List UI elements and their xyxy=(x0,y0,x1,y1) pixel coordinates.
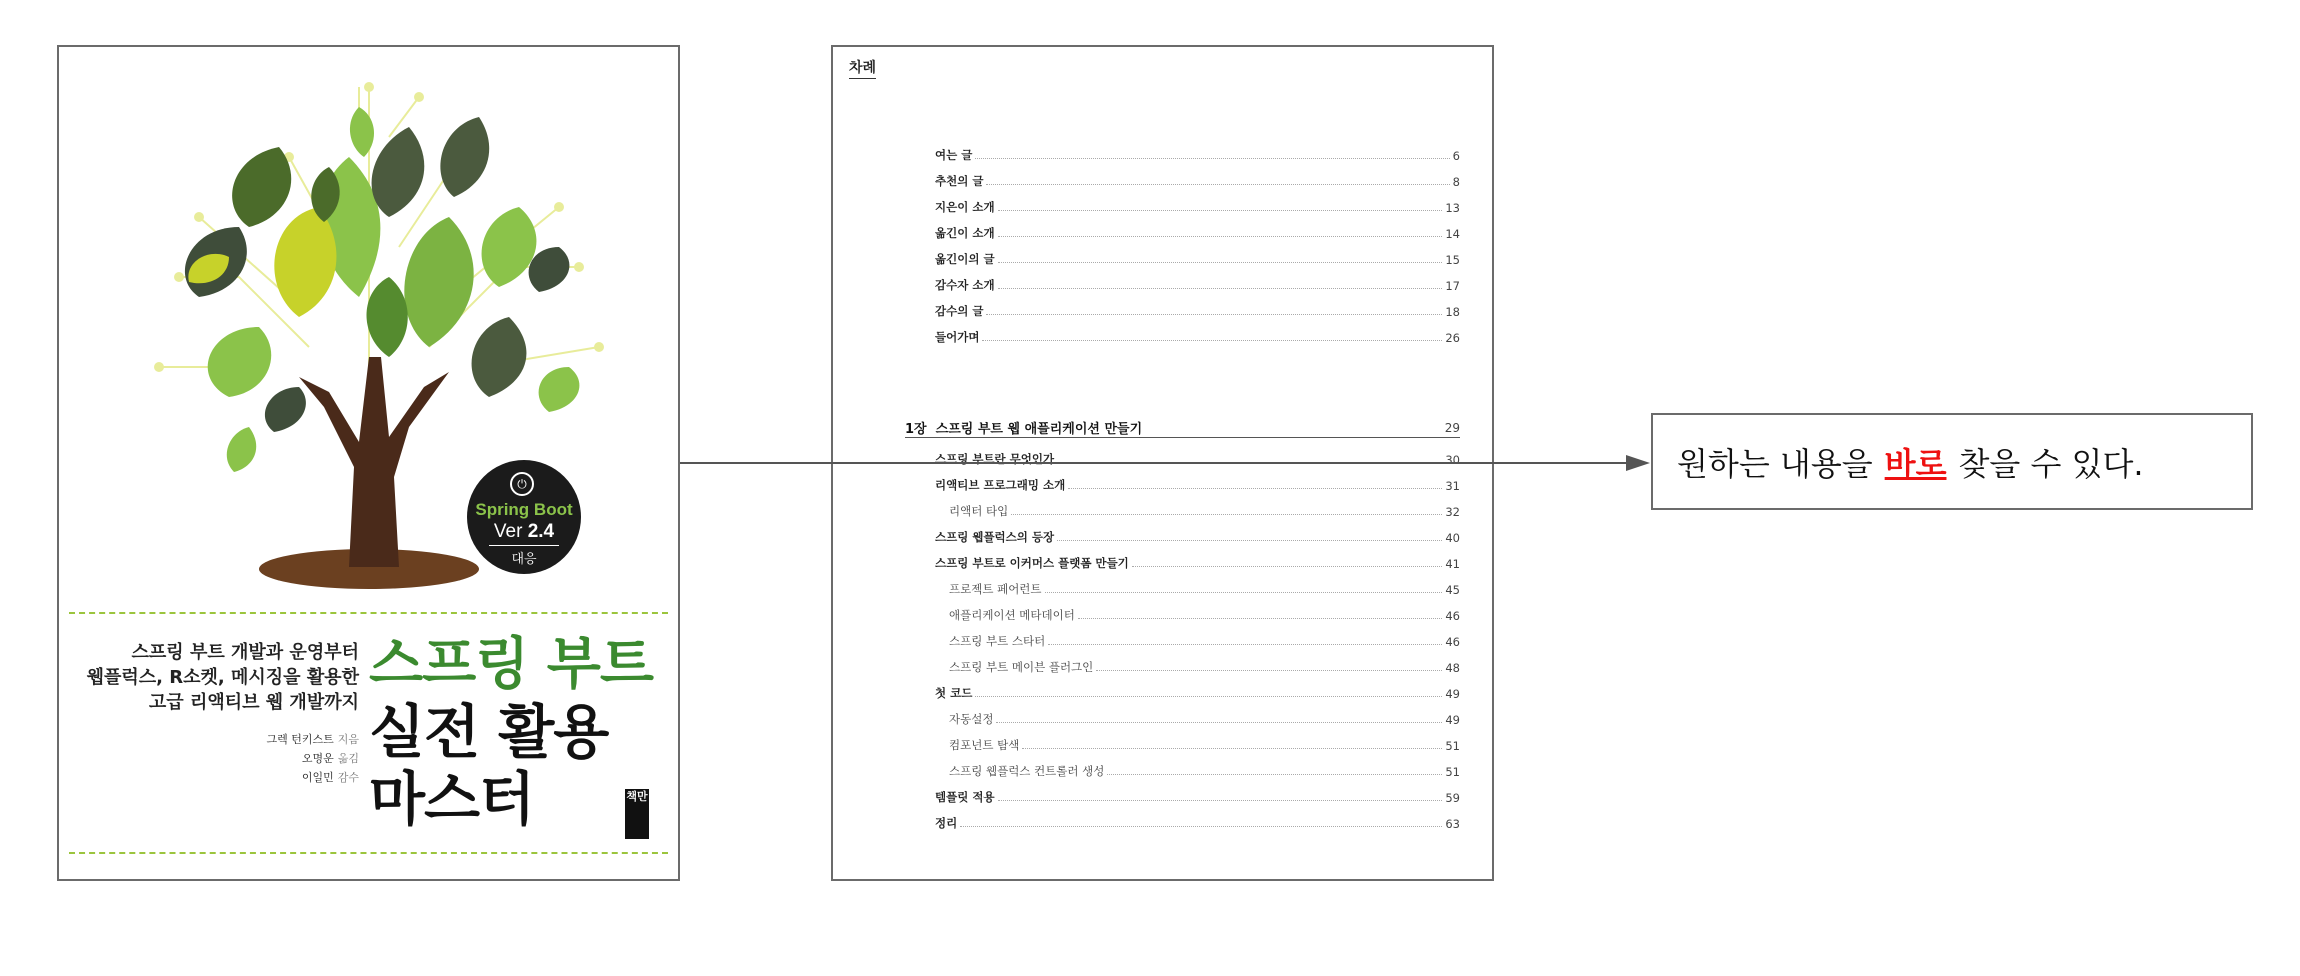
toc-entry-page: 17 xyxy=(1445,279,1460,293)
toc-entry-page: 46 xyxy=(1445,635,1460,649)
toc-entry xyxy=(949,761,1460,779)
toc-entry-label: 프로젝트 페어런트 xyxy=(949,582,1042,596)
toc-entry-label: 컴포넌트 탐색 xyxy=(949,738,1020,752)
toc-entry-page: 51 xyxy=(1445,765,1460,779)
cover-title-line: 스프링 부트 xyxy=(369,632,653,697)
toc-entry-page: 51 xyxy=(1445,739,1460,753)
author-name: 그렉 턴키스트 xyxy=(266,733,334,746)
toc-entry-page: 8 xyxy=(1452,175,1460,189)
toc-entry-label: 감수의 글 xyxy=(935,304,984,318)
cover-subtitle: 스프링 부트 개발과 운영부터 웹플럭스, R소켓, 메시징을 활용한 고급 리액티브 웹 개발까지 xyxy=(86,642,359,713)
toc-entry-page: 13 xyxy=(1445,201,1460,215)
toc-entry-page: 49 xyxy=(1445,713,1460,727)
toc-entry-label: 들어가며 xyxy=(935,330,980,344)
toc-entry-label: 지은이 소개 xyxy=(935,200,995,214)
toc-entry-label: 스프링 부트란 무엇인가 xyxy=(935,452,1055,466)
toc-entry-label: 옮긴이 소개 xyxy=(935,226,995,240)
toc-entry-page: 30 xyxy=(1445,453,1460,467)
toc-entry xyxy=(949,579,1460,597)
toc-entry-page: 32 xyxy=(1445,505,1460,519)
publisher-logo: 책만 xyxy=(625,789,649,839)
toc-entry-label: 리액티브 프로그래밍 소개 xyxy=(935,478,1066,492)
toc-entry-page: 6 xyxy=(1452,149,1460,163)
toc-entry xyxy=(935,813,1460,831)
toc-entry-page: 18 xyxy=(1445,305,1460,319)
toc-entry xyxy=(935,527,1460,545)
badge-version: Ver 2.4 xyxy=(493,521,555,542)
toc-entry xyxy=(935,475,1460,493)
toc-entry xyxy=(949,657,1460,675)
toc-entry-label: 스프링 부트 스타터 xyxy=(949,634,1046,648)
cover-title-line: 실전 활용 xyxy=(369,698,609,766)
toc-entry xyxy=(935,223,1460,241)
toc-entry-page: 59 xyxy=(1445,791,1460,805)
toc-entry-label: 옮긴이의 글 xyxy=(935,252,995,266)
toc-entry xyxy=(935,327,1460,345)
toc-entry-page: 45 xyxy=(1445,583,1460,597)
toc-entry-page: 49 xyxy=(1445,687,1460,701)
toc-entry-page: 31 xyxy=(1445,479,1460,493)
spring-boot-version-badge xyxy=(467,460,581,574)
reviewer-name: 이일민 xyxy=(301,771,334,784)
toc-entry-label: 정리 xyxy=(935,816,958,830)
toc-entry-label: 스프링 웹플럭스 컨트롤러 생성 xyxy=(949,764,1105,778)
toc-entry-label: 스프링 부트 메이븐 플러그인 xyxy=(949,660,1094,674)
dashed-divider-bottom xyxy=(69,852,668,854)
toc-entry-label: 애플리케이션 메타데이터 xyxy=(949,608,1075,622)
cover-authors: 그렉 턴키스트 지음 오명운 옮김 이일민 감수 xyxy=(266,733,359,784)
toc-entry xyxy=(949,735,1460,753)
toc-entry-page: 14 xyxy=(1445,227,1460,241)
toc-chapter-heading: 1장 스프링 부트 웹 애플리케이션 만들기 29 xyxy=(905,415,1460,438)
toc-entry xyxy=(949,631,1460,649)
toc-entry-label: 자동설정 xyxy=(949,712,994,726)
tree-illustration xyxy=(59,47,680,607)
badge-support: 대응 xyxy=(511,552,537,567)
toc-entry-label: 여는 글 xyxy=(935,148,973,162)
toc-entry-label: 스프링 부트로 이커머스 플랫폼 만들기 xyxy=(935,556,1129,570)
toc-entry-page: 26 xyxy=(1445,331,1460,345)
toc-entry-page: 63 xyxy=(1445,817,1460,831)
toc-entry xyxy=(949,501,1460,519)
toc-entry xyxy=(935,553,1460,571)
toc-entry-page: 41 xyxy=(1445,557,1460,571)
toc-entry-page: 48 xyxy=(1445,661,1460,675)
toc-entry xyxy=(935,197,1460,215)
toc-entry xyxy=(935,145,1460,163)
translator-name: 오명운 xyxy=(301,752,334,765)
toc-entry-page: 15 xyxy=(1445,253,1460,267)
toc-heading: 차례 xyxy=(849,57,876,79)
toc-entry-label: 스프링 웹플럭스의 등장 xyxy=(935,530,1055,544)
dashed-divider-top xyxy=(69,612,668,614)
toc-entry-label: 템플릿 적용 xyxy=(935,790,995,804)
power-icon: ⏻ xyxy=(510,472,534,496)
toc-entry xyxy=(935,249,1460,267)
toc-entry-label: 리액터 타입 xyxy=(949,504,1009,518)
callout-text-after: 찾을 수 있다. xyxy=(1958,444,2144,483)
toc-entry xyxy=(949,709,1460,727)
toc-entry-label: 첫 코드 xyxy=(935,686,973,700)
toc-entry-label: 감수자 소개 xyxy=(935,278,995,292)
toc-entry xyxy=(935,171,1460,189)
toc-entry-page: 40 xyxy=(1445,531,1460,545)
callout-text-before: 원하는 내용을 xyxy=(1677,444,1873,483)
toc-entry xyxy=(935,301,1460,319)
toc-entry xyxy=(935,449,1460,467)
toc-entry-page: 46 xyxy=(1445,609,1460,623)
toc-entry-label: 추천의 글 xyxy=(935,174,984,188)
toc-entry xyxy=(935,787,1460,805)
toc-entry xyxy=(949,605,1460,623)
badge-brand: Spring Boot xyxy=(475,500,573,519)
toc-entry xyxy=(935,275,1460,293)
cover-title-line: 마스터 xyxy=(369,765,535,833)
table-of-contents-page xyxy=(831,45,1494,881)
callout-highlight: 바로 xyxy=(1884,444,1947,483)
toc-entry xyxy=(935,683,1460,701)
book-cover xyxy=(57,45,680,881)
callout-box xyxy=(1651,413,2253,510)
